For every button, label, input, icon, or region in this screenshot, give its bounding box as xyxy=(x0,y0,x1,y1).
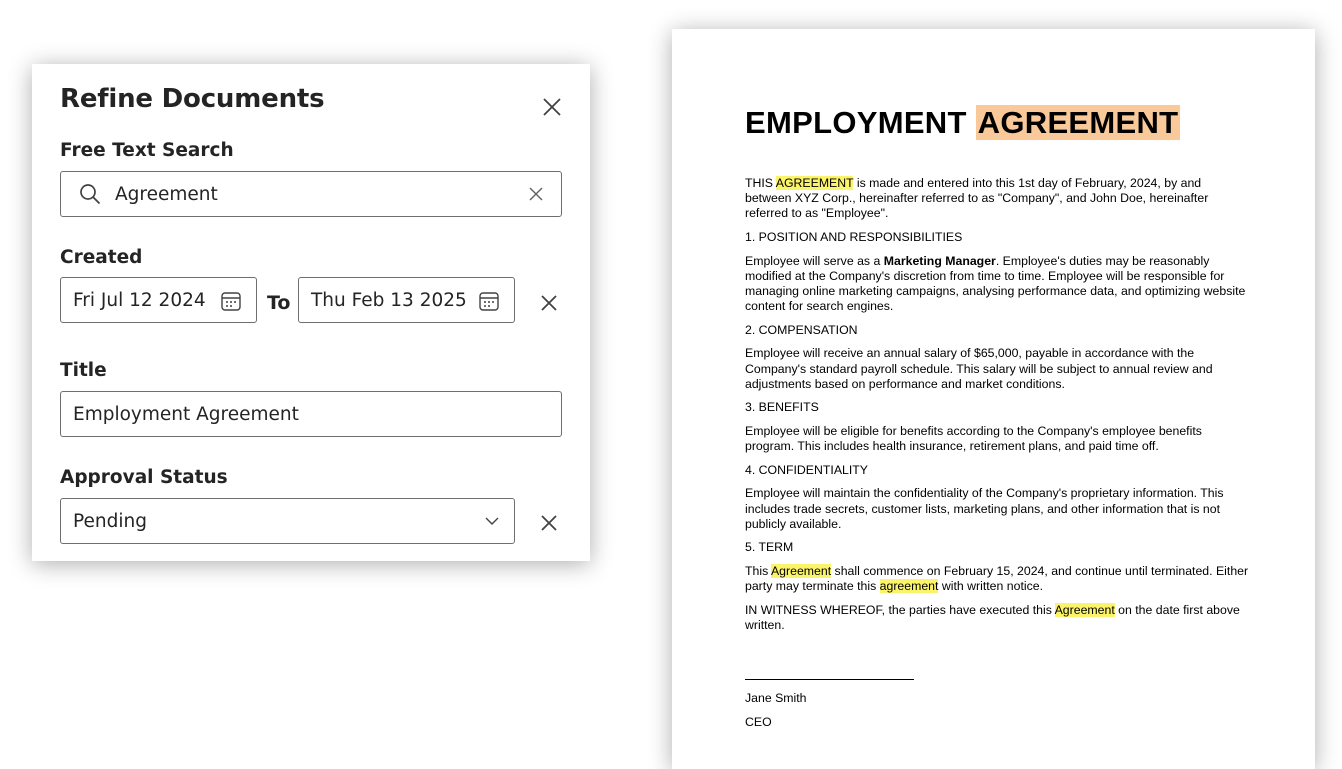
free-text-search-value[interactable]: Agreement xyxy=(115,183,218,205)
panel-title: Refine Documents xyxy=(60,84,325,114)
section-paragraph xyxy=(745,254,1250,315)
refine-documents-panel xyxy=(32,64,590,561)
created-from-date-field[interactable] xyxy=(60,277,257,323)
paragraph-text: with written notice. xyxy=(938,579,1044,594)
section-title: 5. TERM xyxy=(745,540,794,555)
approval-status-dropdown[interactable] xyxy=(60,498,515,544)
search-highlight: AGREEMENT xyxy=(775,176,854,190)
document-preview xyxy=(672,29,1315,769)
signatory-role: CEO xyxy=(745,715,772,729)
paragraph-text: shall commence on February 15, 2024, and continue until terminated. Either party may terminate this xyxy=(745,563,1249,594)
paragraph-text: IN WITNESS WHEREOF, the parties have executed this xyxy=(745,602,1055,617)
signature-line xyxy=(745,679,914,680)
title-input[interactable] xyxy=(60,391,562,437)
paragraph-text: Employee will serve as a xyxy=(745,253,884,268)
search-highlight: Agreement xyxy=(1054,602,1115,617)
paragraph-text: . Employee's duties may be reasonably modified at the Company's discretion from time to time. Employee will be responsible for managing online marketing campaigns, analysing performance data, and optimizing website content for search engines. xyxy=(745,253,1246,314)
section-paragraph: Employee will receive an annual salary of $65,000, payable in accordance with the Company's standard payroll schedule. This salary will be subject to annual review and adjustments based on performance and market conditions. xyxy=(745,346,1213,391)
date-range-to-label: To xyxy=(267,292,291,314)
witness-paragraph xyxy=(745,603,1250,633)
intro-text: THIS xyxy=(745,176,774,190)
search-highlight: Agreement xyxy=(770,563,832,578)
heading-highlight: AGREEMENT xyxy=(977,105,1179,140)
title-value[interactable]: Employment Agreement xyxy=(73,403,299,425)
heading-text: EMPLOYMENT xyxy=(745,105,967,140)
clear-search-icon[interactable] xyxy=(527,185,545,203)
job-title: Marketing Manager xyxy=(883,253,996,268)
document-heading xyxy=(745,101,1180,145)
paragraph-text: on the date first above written. xyxy=(745,602,1240,632)
free-text-search-input[interactable] xyxy=(60,171,562,217)
approval-status-value[interactable]: Pending xyxy=(73,510,147,532)
section-paragraph: Employee will be eligible for benefits according to the Company's employee benefits program. This includes health insurance, retirement plans, and paid time off. xyxy=(745,423,1202,454)
section-title: 2. COMPENSATION xyxy=(745,322,858,337)
search-icon xyxy=(79,183,101,205)
section-paragraph xyxy=(745,564,1250,594)
search-highlight: agreement xyxy=(879,579,939,594)
section-title: 1. POSITION AND RESPONSIBILITIES xyxy=(745,230,963,244)
section-paragraph: Employee will maintain the confidentiality of the Company's proprietary information. This includes trade secrets, customer lists, marketing plans, and other information that is not publicly available. xyxy=(745,486,1224,531)
calendar-icon[interactable] xyxy=(478,290,500,312)
chevron-down-icon[interactable] xyxy=(484,513,500,529)
created-from-value[interactable]: Fri Jul 12 2024 xyxy=(73,289,206,311)
document-body xyxy=(745,176,1250,642)
clear-created-icon[interactable] xyxy=(539,293,559,313)
created-to-value[interactable]: Thu Feb 13 2025 xyxy=(311,289,467,311)
intro-text: is made and entered into this 1st day of February, 2024, by and between XYZ Corp., hereinafter referred to as "Company", and John Doe, hereinafter referred to as "Employee". xyxy=(745,176,1209,221)
paragraph-text: This xyxy=(745,563,771,578)
created-to-date-field[interactable] xyxy=(298,277,515,323)
close-panel-icon[interactable] xyxy=(541,96,563,118)
approval-status-label: Approval Status xyxy=(60,467,228,488)
intro-paragraph xyxy=(745,176,1250,222)
clear-approval-status-icon[interactable] xyxy=(539,513,559,533)
created-label: Created xyxy=(60,247,143,268)
calendar-icon[interactable] xyxy=(220,290,242,312)
title-label: Title xyxy=(60,360,107,381)
section-title: 4. CONFIDENTIALITY xyxy=(745,462,868,477)
signatory-name: Jane Smith xyxy=(745,691,807,705)
section-title: 3. BENEFITS xyxy=(745,400,819,415)
free-text-search-label: Free Text Search xyxy=(60,140,234,161)
